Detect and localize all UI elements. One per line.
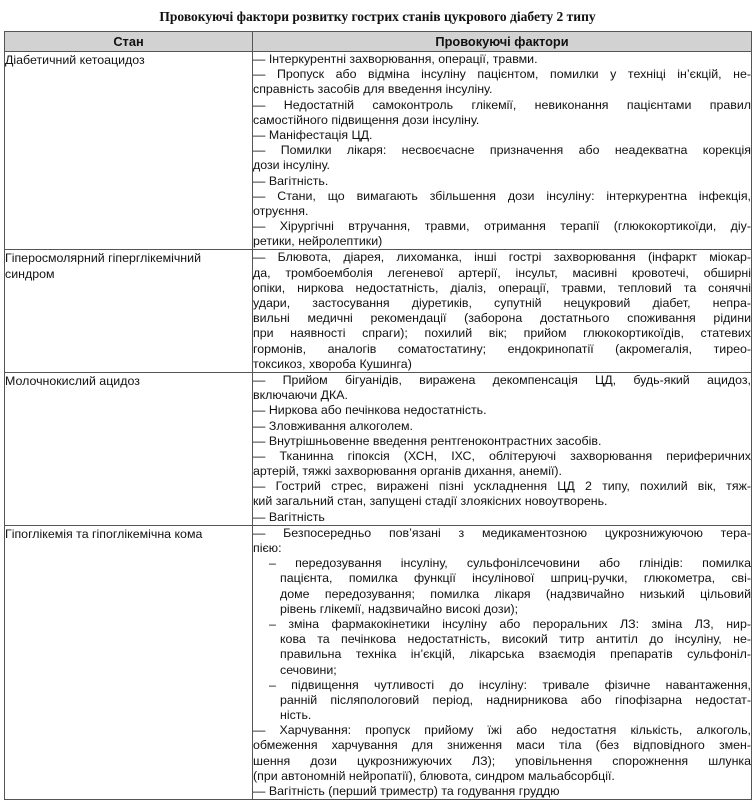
- table-title: Провокуючі фактори розвитку гострих станів цукрового діабету 2 типу: [159, 9, 596, 24]
- table-body: [5, 52, 752, 800]
- factor-line: правильна техніка ін’єкцій, лікарська взаємодія препаратів сульфоніл-: [280, 647, 751, 662]
- factor-line: обмеження харчування для зниження маси тіла (без відповідного змен-: [253, 738, 751, 753]
- factor-line: — Вагітність (перший триместр) та годування груддю: [253, 784, 560, 798]
- factor-line: пацієнта, помилка функції інсулінової шприц-ручки, глюкометра, сві-: [280, 571, 751, 586]
- factor-line: да, тромбоемболія легеневої артерії, інсульт, масивні кровотечі, обширні: [253, 265, 751, 280]
- factor-line: (при автономній нейропатії), блювота, синдром мальабсорбції.: [253, 768, 615, 783]
- table-header-row: [5, 32, 752, 52]
- factor-line: кова та печінкова недостатність, високий титр антитіл до інсуліну, не-: [280, 632, 751, 647]
- factors-cell: [253, 250, 752, 373]
- table-row: [5, 250, 752, 373]
- state-cell: [5, 52, 253, 250]
- factor-line: — Стани, що вимагають збільшення дози інсуліну: інтеркурентна інфекція,: [253, 188, 751, 203]
- factor-line: при наявності спраги); похилий вік; прийом глюкокортикоїдів, статевих: [253, 326, 751, 341]
- factor-line: — Харчування: пропуск прийому їжі або недостатня кількість, алкоголь,: [253, 723, 751, 738]
- header-factors: Провокуючі фактори: [253, 32, 752, 52]
- factors-cell: [253, 372, 752, 525]
- factor-line: — Пропуск або відміна інсуліну пацієнтом, помилки у техніці ін’єкцій, не-: [253, 67, 751, 82]
- factor-line: ранній післяпологовий період, наднирникова або гіпофізарна недостат-: [280, 692, 751, 707]
- factor-line: — Внутрішньовенне введення рентгеноконтрастних засобів.: [253, 433, 602, 448]
- factor-line: — Інтеркурентні захворювання, операції, травми.: [253, 52, 538, 66]
- state-cell: [5, 525, 253, 799]
- factor-line: — Вагітність.: [253, 173, 329, 188]
- state-cell: [5, 372, 253, 525]
- factor-line: артерій, тяжкі захворювання органів дихання, анемії).: [253, 464, 562, 479]
- factor-line: – передозування інсуліну, сульфонілсечовини або глінідів: помилка: [269, 556, 751, 571]
- factor-line: шення дози цукрознижуючих ЛЗ); уповільнення спорожнення шлунка: [253, 753, 751, 768]
- factor-line: – підвищення чутливості до інсуліну: тривале фізичне навантаження,: [269, 677, 751, 692]
- state-name-line: синдром: [5, 267, 55, 282]
- factor-line: — Хірургічні втручання, травми, отримання терапії (глюкокортикоїди, діу-: [253, 219, 751, 234]
- factor-line: пією:: [253, 541, 282, 555]
- factors-table: [4, 31, 752, 800]
- factor-line: гормонів, аналогів соматостатину; ендокринопатії (акромегалія, тирео-: [253, 341, 751, 356]
- state-name-line: Гіпоглікемія та гіпоглікемічна кома: [5, 526, 203, 541]
- factor-line: ретики, нейролептики): [253, 234, 383, 249]
- factor-line: — Тканинна гіпоксія (ХСН, ІХС, облітеруючі захворювання периферичних: [253, 448, 751, 463]
- factor-line: включаючи ДКА.: [253, 388, 348, 403]
- factor-line: ність.: [280, 708, 312, 723]
- factor-line: рівень глікемії, надзвичайно високі дози);: [280, 601, 519, 616]
- factor-line: токсикоз, хвороба Кушинга): [253, 356, 412, 371]
- factor-line: — Вагітність: [253, 509, 325, 524]
- table-row: [5, 372, 752, 525]
- factor-line: удари, застосування діуретиків, супутній нецукровий діабет, непра-: [253, 296, 751, 310]
- factor-line: — Прийом бігуанідів, виражена декомпенсація ЦД, будь-який ацидоз,: [253, 372, 751, 387]
- factor-line: доме передозування; помилка лікаря (надзвичайно низький цільовий: [280, 586, 751, 601]
- factor-line: самостійного підвищення дози інсуліну.: [253, 112, 480, 127]
- factor-line: — Гострий стрес, виражені пізні ускладнення ЦД 2 типу, похилий вік, тяж-: [253, 479, 751, 494]
- factors-cell: [253, 525, 752, 799]
- factor-line: — Блювота, діарея, лихоманка, інші гострі захворювання (інфаркт міокар-: [253, 250, 751, 265]
- state-name-line: Діабетичний кетоацидоз: [5, 53, 145, 67]
- state-name-line: Гіперосмолярний гіперглікемічний: [5, 251, 201, 266]
- table-row: [5, 52, 752, 250]
- factor-line: — Помилки лікаря: несвоєчасне призначення або неадекватна корекція: [253, 143, 751, 158]
- factor-line: — Маніфестація ЦД.: [253, 127, 373, 142]
- factor-line: вильні медичні рекомендації (заборона достатнього споживання рідини: [253, 311, 751, 326]
- state-name-line: Молочнокислий ацидоз: [5, 373, 140, 388]
- factor-line: сечовини;: [280, 662, 337, 677]
- state-cell: [5, 250, 253, 373]
- factor-line: дози інсуліну.: [253, 158, 330, 173]
- header-state: Стан: [5, 32, 253, 52]
- factor-line: кий загальний стан, запущені стадії злоякісних новоутворень.: [253, 494, 608, 509]
- factor-line: — Ниркова або печінкова недостатність.: [253, 403, 487, 418]
- table-row: [5, 525, 752, 799]
- factor-line: — Безпосередньо пов’язані з медикаментозною цукрознижуючою тера-: [253, 525, 751, 540]
- factor-line: — Недостатній самоконтроль глікемії, невиконання пацієнтами правил: [253, 97, 751, 112]
- factor-line: опіки, ниркова недостатність, діаліз, операції, травми, тепловий та сонячні: [253, 280, 751, 295]
- factor-line: – зміна фармакокінетики інсуліну або пероральних ЛЗ: зміна ЛЗ, нир-: [269, 616, 751, 631]
- factor-line: отруєння.: [253, 203, 309, 218]
- factors-cell: [253, 52, 752, 250]
- factor-line: справність засобів для введення інсуліну.: [253, 82, 493, 97]
- factor-line: — Зловживання алкоголем.: [253, 418, 413, 433]
